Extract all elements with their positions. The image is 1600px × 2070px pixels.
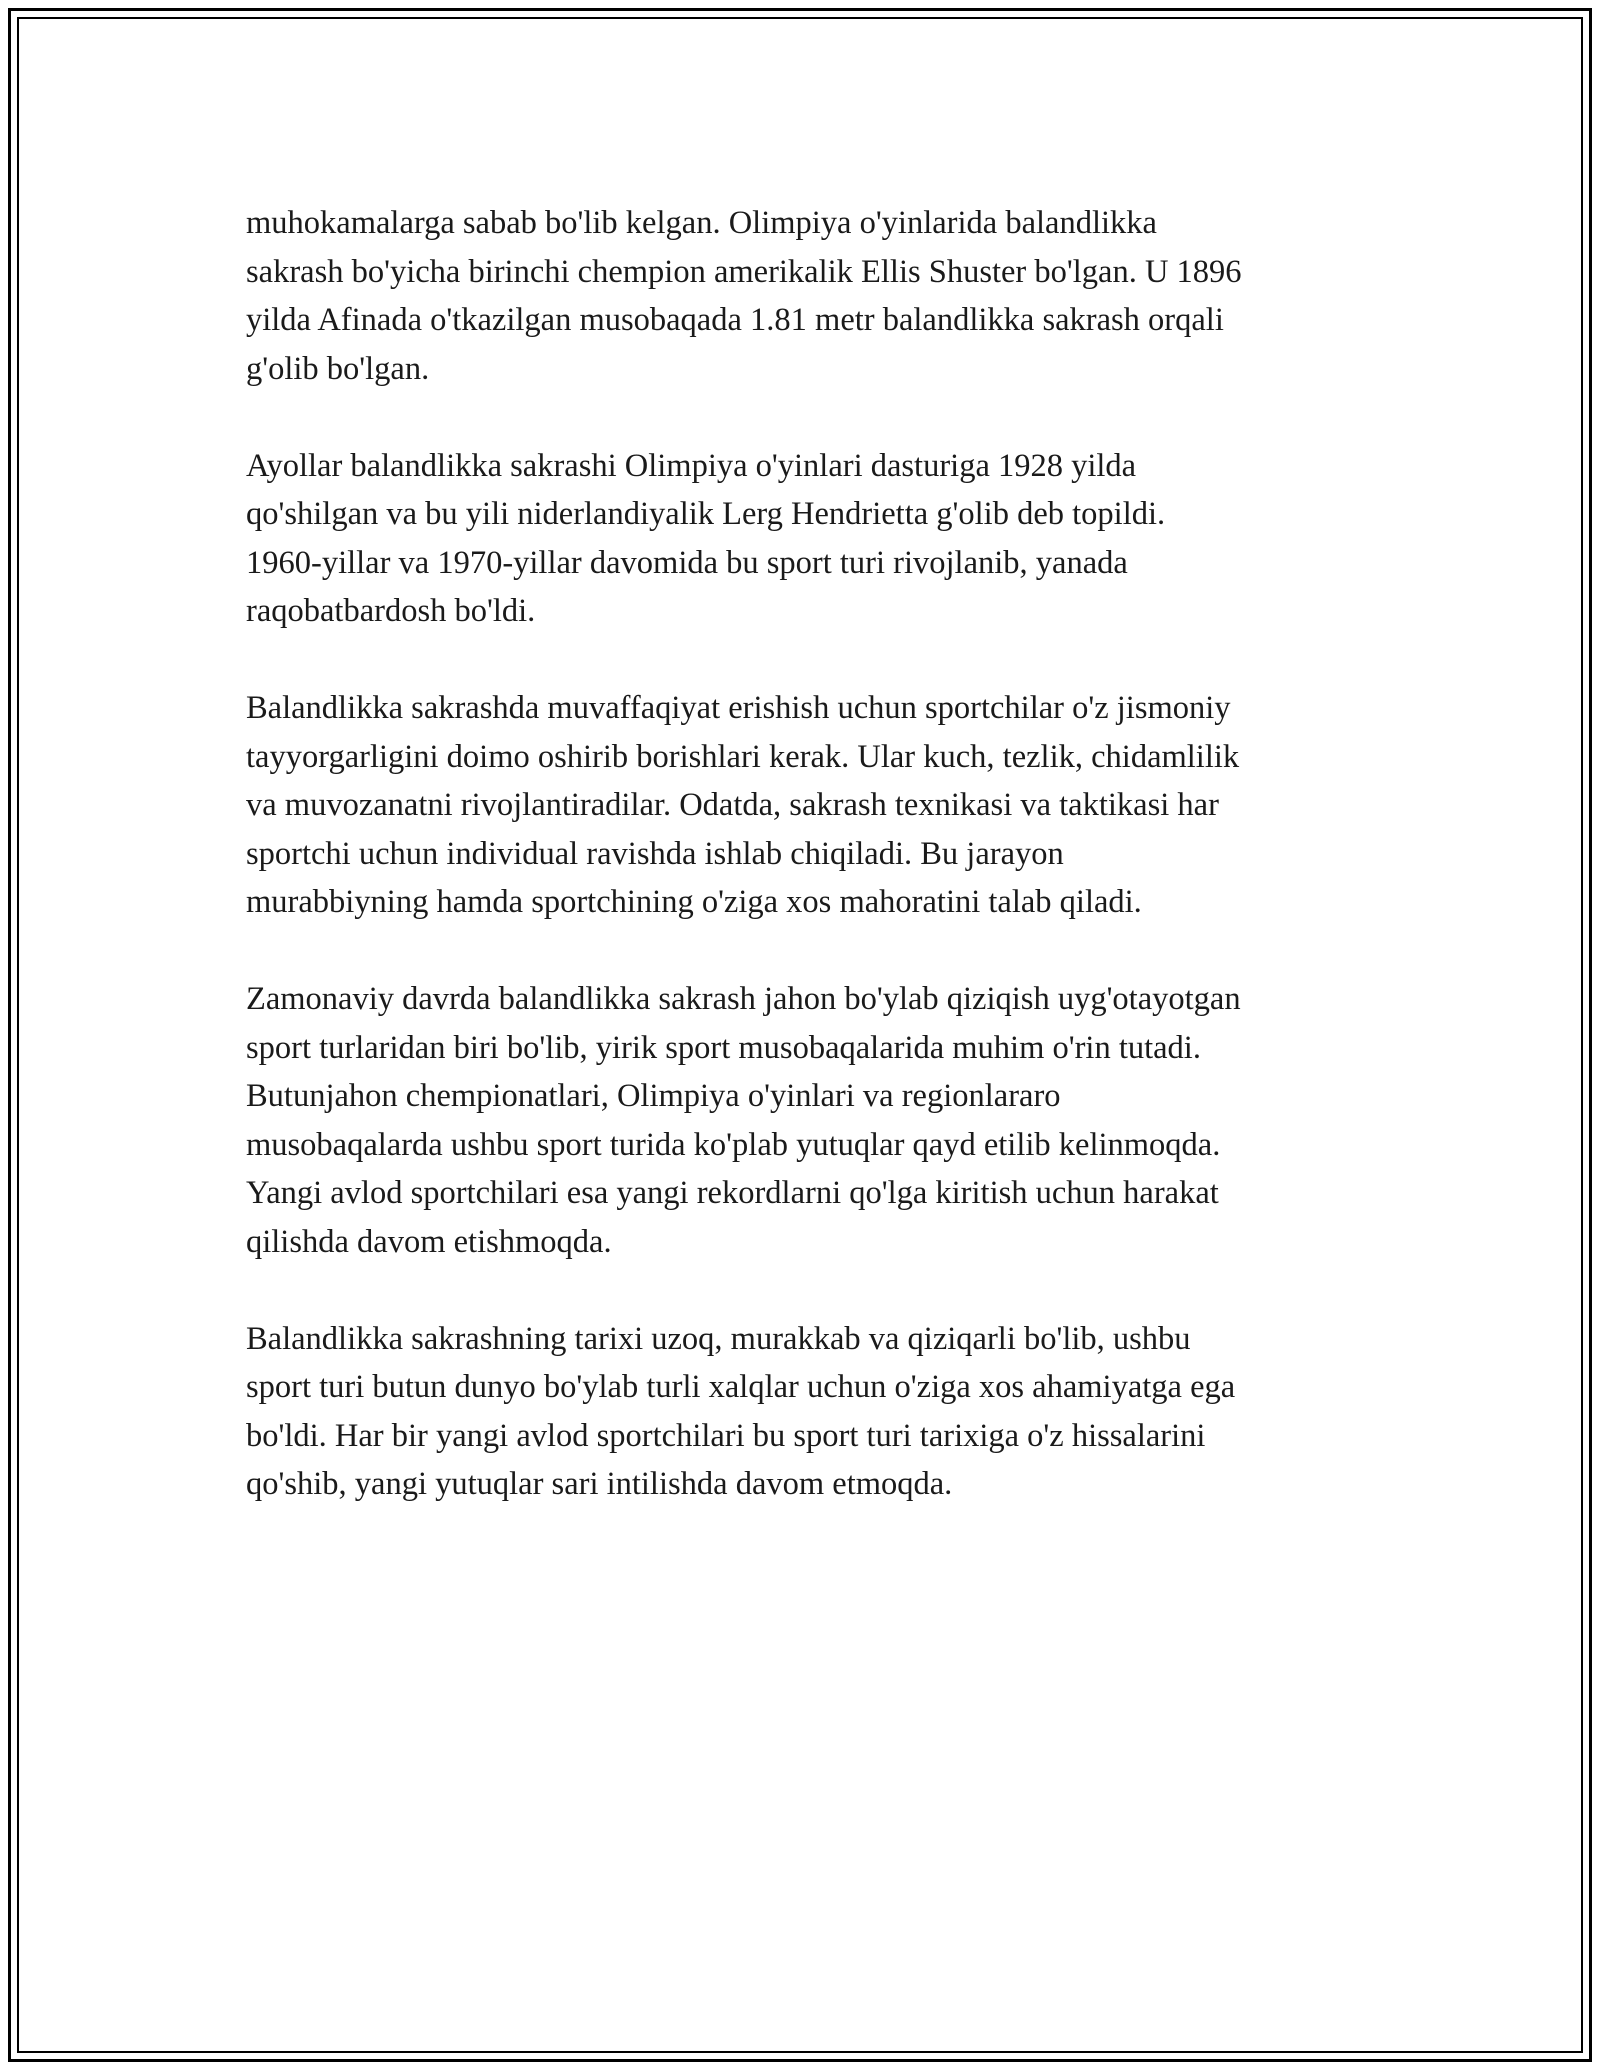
document-body	[246, 199, 1386, 1557]
text-line: qilishda davom etishmoqda.	[246, 1223, 612, 1260]
page-frame	[8, 8, 1592, 2062]
text-line: musobaqalarda ushbu sport turida ko'plab yutuqlar qayd etilib kelinmoqda.	[246, 1126, 1221, 1163]
text-line: sportchi uchun individual ravishda ishlab chiqiladi. Bu jarayon	[246, 835, 1064, 872]
text-line: qo'shib, yangi yutuqlar sari intilishda davom etmoqda.	[246, 1466, 953, 1502]
text-line: sport turi butun dunyo bo'ylab turli xalqlar uchun o'ziga xos ahamiyatga ega	[246, 1369, 1236, 1405]
text-line: murabbiyning hamda sportchining o'ziga xos mahoratini talab qiladi.	[246, 884, 1142, 920]
text-line: Yangi avlod sportchilari esa yangi rekordlarni qo'lga kiritish uchun harakat	[246, 1175, 1219, 1211]
text-line: bo'ldi. Har bir yangi avlod sportchilari bu sport turi tarixiga o'z hissalarini	[246, 1417, 1206, 1454]
text-line: sport turlaridan biri bo'lib, yirik sport musobaqalarida muhim o'rin tutadi.	[246, 1029, 1201, 1066]
text-line: qo'shilgan va bu yili niderlandiyalik Lerg Hendrietta g'olib deb topildi.	[246, 496, 1166, 532]
paragraph	[246, 684, 1386, 927]
text-line: tayyorgarligini doimo oshirib borishlari kerak. Ular kuch, tezlik, chidamlilik	[246, 738, 1240, 775]
text-line: Ayollar balandlikka sakrashi Olimpiya o'yinlari dasturiga 1928 yilda	[246, 447, 1137, 484]
text-line: muhokamalarga sabab bo'lib kelgan. Olimpiya o'yinlarida balandlikka	[246, 205, 1157, 241]
paragraph	[246, 442, 1386, 636]
paragraph	[246, 975, 1386, 1266]
text-line: yilda Afinada o'tkazilgan musobaqada 1.81 metr balandlikka sakrash orqali	[246, 302, 1224, 338]
text-line: Balandlikka sakrashda muvaffaqiyat erishish uchun sportchilar o'z jismoniy	[246, 690, 1231, 726]
text-line: Zamonaviy davrda balandlikka sakrash jahon bo'ylab qiziqish uyg'otayotgan	[246, 981, 1241, 1017]
text-line: 1960-yillar va 1970-yillar davomida bu sport turi rivojlanib, yanada	[246, 544, 1128, 581]
text-line: g'olib bo'lgan.	[246, 350, 430, 387]
paragraph	[246, 199, 1386, 393]
text-line: Balandlikka sakrashning tarixi uzoq, murakkab va qiziqarli bo'lib, ushbu	[246, 1320, 1191, 1357]
text-line: va muvozanatni rivojlantiradilar. Odatda, sakrash texnikasi va taktikasi har	[246, 787, 1219, 823]
text-line: raqobatbardosh bo'ldi.	[246, 593, 536, 629]
text-line: sakrash bo'yicha birinchi chempion amerikalik Ellis Shuster bo'lgan. U 1896	[246, 253, 1242, 290]
paragraph	[246, 1315, 1386, 1509]
text-line: Butunjahon chempionatlari, Olimpiya o'yinlari va regionlararo	[246, 1078, 1061, 1114]
